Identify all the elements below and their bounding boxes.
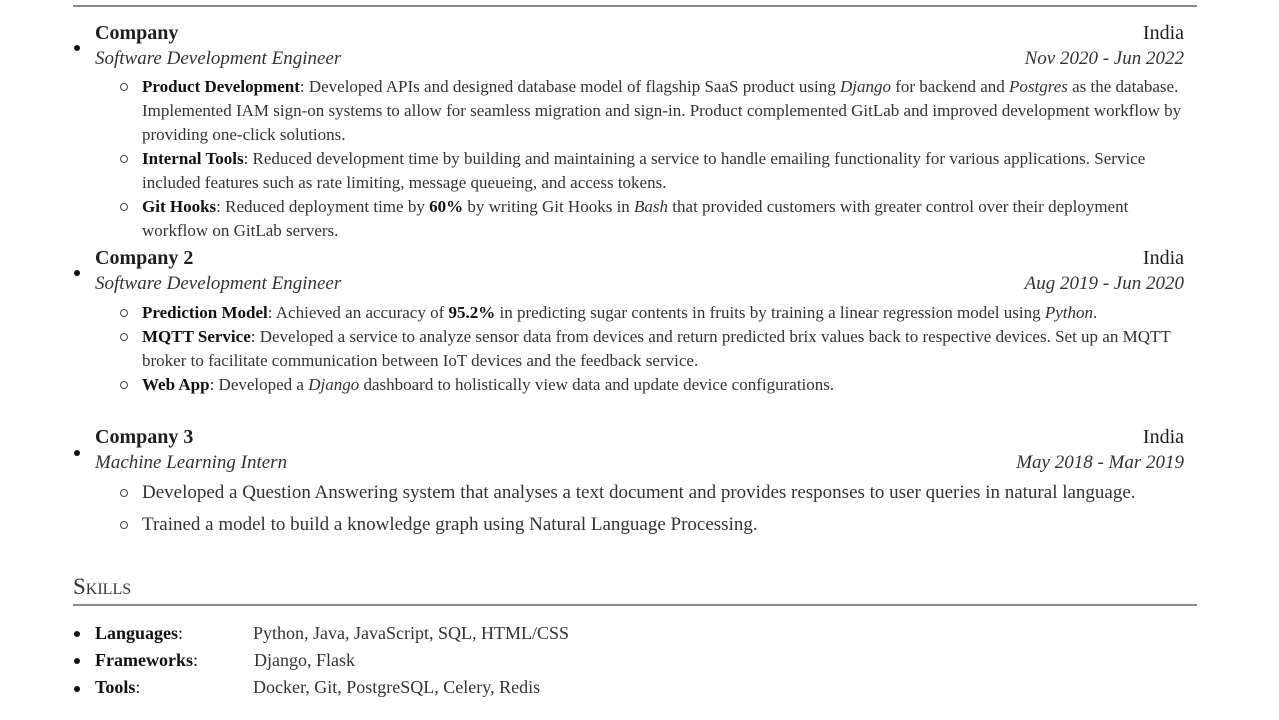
skill-label: Languages [95,623,179,643]
skill-value: Python, Java, JavaScript, SQL, HTML/CSS [253,623,570,643]
bold-text: Product Development [142,77,300,96]
bullet-item [118,512,1198,538]
section-heading-skills: Skills [73,574,132,599]
bullet-text: Developed a Question Answering system that analyses a text document and provides responses to user queries in natural language. [142,482,1136,503]
skill-row: Frameworks: Django, Flask [95,650,355,670]
bold-text: Internal Tools [142,149,244,168]
bullet-icon [74,686,80,692]
skill-row: Languages: Python, Java, JavaScript, SQL, HTML/CSS [95,623,570,643]
job-bullets [118,301,1198,397]
job-role: Software Development Engineer [95,273,342,294]
italic-text: Python [1044,303,1093,322]
bold-text: MQTT Service [142,327,251,346]
bullet-item [118,75,1198,147]
bullet-text: : Reduced deployment time by [216,197,430,216]
bullet-text: in predicting sugar contents in fruits by training a linear regression model using [495,303,1045,322]
bold-text: 60% [429,197,464,216]
bold-text: Git Hooks [142,197,217,216]
company-name: Company [95,22,179,44]
bullet-text: by writing Git Hooks in [463,197,635,216]
job-location: India [1142,426,1184,448]
bullet-text: that provided customers with greater control over their deployment workflow on GitLab servers. [142,197,1129,240]
circle-bullet-icon [120,489,128,497]
circle-bullet-icon [120,381,128,389]
circle-bullet-icon [120,155,128,163]
bullet-item [118,480,1198,506]
bullet-text: as the database. Implemented IAM sign-on systems to allow for seamless migration and sign-in. Product complemented GitLab and improved development workflow by providing one-click solutions. [142,77,1182,144]
bullet-text: Trained a model to build a knowledge graph using Natural Language Processing. [142,513,758,535]
job-bullets [118,480,1198,543]
bullet-icon [74,658,80,664]
skill-value: Docker, Git, PostgreSQL, Celery, Redis [253,677,541,697]
company-name: Company 3 [95,426,194,448]
circle-bullet-icon [120,83,128,91]
italic-text: Django [839,77,891,96]
job-role: Software Development Engineer [95,48,342,69]
bullet-text: : Achieved an accuracy of [267,303,449,322]
skill-label: Tools [95,677,136,697]
company-name: Company 2 [95,247,194,269]
job-dates: May 2018 - Mar 2019 [1016,452,1184,473]
italic-text: Django [308,375,360,394]
skill-label: Frameworks [95,650,193,670]
bold-text: Prediction Model [142,303,268,322]
bold-text: Web App [142,375,210,394]
section-rule [73,5,1197,7]
job-location: India [1142,22,1184,44]
job-location: India [1142,247,1184,269]
bullet-text: for backend and [890,77,1009,96]
section-rule [73,604,1197,606]
bullet-text: . [1092,303,1098,322]
bullet-icon [74,631,80,637]
bullet-icon [74,270,80,276]
bold-text: 95.2% [448,303,496,322]
bullet-icon [74,45,80,51]
skill-row: Tools: Docker, Git, PostgreSQL, Celery, Redis [95,677,541,697]
job-role: Machine Learning Intern [95,452,288,473]
job-bullets [118,75,1198,243]
bullet-item [118,301,1198,325]
circle-bullet-icon [120,333,128,341]
circle-bullet-icon [120,309,128,317]
job-dates: Aug 2019 - Jun 2020 [1024,273,1184,294]
bullet-text: : Reduced development time by building and maintaining a service to handle emailing functionality for various applications. Service included features such as rate limiting, message queueing, and access tokens. [142,149,1146,192]
italic-text: Bash [634,197,669,216]
bullet-icon [74,450,80,456]
job-dates: Nov 2020 - Jun 2022 [1024,48,1184,69]
bullet-item [118,147,1198,195]
bullet-item [118,373,1198,397]
bullet-text: : Developed APIs and designed database model of flagship SaaS product using [299,77,840,96]
italic-text: Postgres [1009,77,1068,96]
bullet-text: : Developed a [209,375,309,394]
circle-bullet-icon [120,203,128,211]
bullet-item [118,195,1198,243]
bullet-text: dashboard to holistically view data and update device configurations. [359,375,835,394]
bullet-item [118,325,1198,373]
bullet-text: : Developed a service to analyze sensor data from devices and return predicted brix values back to respective devices. Set up an MQTT broker to facilitate communication between IoT devices and the feedback service. [142,327,1171,370]
skill-value: Django, Flask [254,650,355,670]
circle-bullet-icon [120,521,128,529]
